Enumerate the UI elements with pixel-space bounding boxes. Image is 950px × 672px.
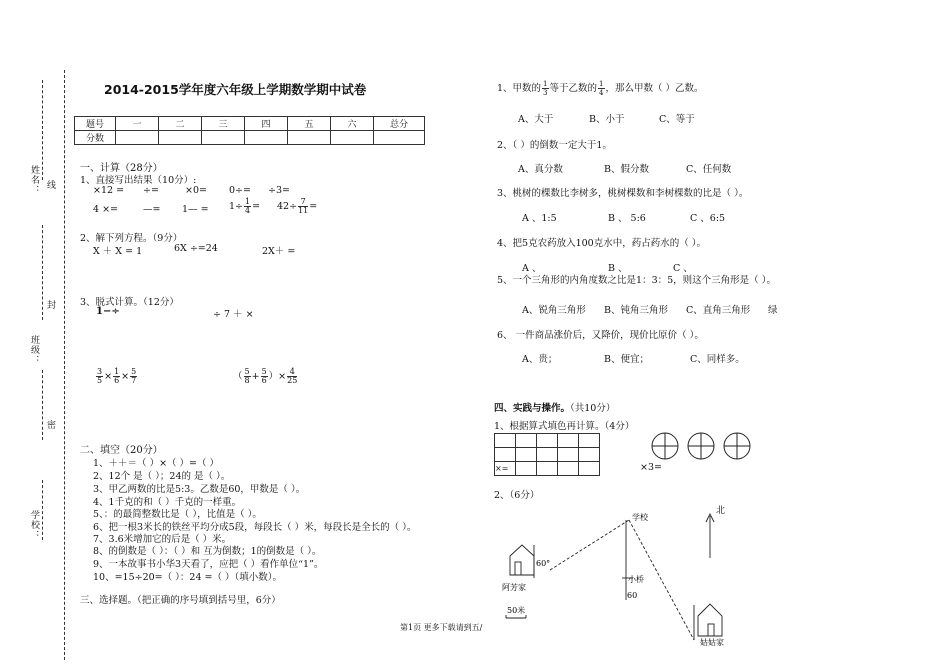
option: C、任何数 [686,164,732,175]
denominator: 4 [599,89,604,97]
denominator: 5 [97,376,103,385]
option: B、钝角三角形 [604,305,668,316]
denominator: 8 [244,376,250,385]
calc-text: 42÷ [277,201,298,212]
numerator: 4 [287,368,297,377]
option: A、大于 [518,114,554,125]
fill-item: 10、=15÷20=（ ）：24 =（ ）（填小数）。 [93,572,283,583]
page-title: 2014-2015学年度六年级上学期数学期中试卷 [104,82,367,97]
choice-q1-text: 等于乙数的 [549,83,598,94]
choice-q4: 4、把5克农药放入100克水中，药占药水的（ ）。 [497,238,706,249]
operator: × [121,371,130,382]
section-4-heading: 四、实践与操作。 [494,403,571,414]
q4-2-heading: 2、（6分） [494,490,540,501]
equation: 2X＋ = [262,246,296,257]
choice-q1-text: ，那么甲数（ ）乙数。 [605,83,704,94]
option: B 、 5:6 [608,213,646,224]
numerator: 7 [298,198,308,207]
grid-cell[interactable] [558,448,579,462]
grid-cell-label: ×= [495,462,516,476]
fraction [244,198,251,215]
grid-cell[interactable] [558,462,579,476]
section-4-title [494,400,615,414]
aunt-house-door [708,624,714,636]
option: A 、 [522,263,542,274]
fraction [130,368,137,385]
grid-row [495,462,600,476]
option: C 、6:5 [690,213,726,224]
divided-circles [650,431,760,463]
option: B、假分数 [604,164,649,175]
fill-item: 7、3.6米增加它的后是（ ）米。 [93,534,232,545]
denominator: 11 [298,206,309,215]
equation: X ＋ X = 1 [93,246,143,257]
option: C 、 [673,263,693,274]
calc-text: 1÷ [229,201,244,212]
option: B 、 [608,263,628,274]
fill-item: 1、＋＋＝（ ）×（ ）=（ ） [93,458,220,469]
score-row-label: 分数 [75,131,116,145]
denominator: 25 [287,376,298,385]
seal-mark-seal: 封 [45,300,55,310]
denominator: 6 [114,376,120,385]
numerator: 5 [244,367,250,376]
numerator: 5 [131,367,137,376]
grid-cell[interactable] [579,434,600,448]
school-label: 学校 [632,513,648,522]
operator: + [251,371,260,382]
route-map [494,500,774,650]
score-header-cell: 一 [116,117,159,131]
option: A 、1:5 [522,213,557,224]
fill-item: 8、的倒数是（ ）：（ ）和 互为倒数；1的倒数是（ ）。 [93,546,322,557]
denominator: 7 [131,376,137,385]
school-label: 学校： [29,510,39,540]
circles-equation: ×3= [640,462,662,473]
q1-2-heading: 2、解下列方程。（9分） [80,233,183,244]
choice-q3: 3、桃树的棵数比李树多，桃树棵数和李树棵数的比是（ ）。 [497,188,749,199]
angle-label-2: 60 [627,591,638,600]
grid-cell[interactable] [558,434,579,448]
score-table-score-row [75,131,425,145]
north-label: 北 [716,506,726,516]
grid-cell[interactable] [516,434,537,448]
fill-item: 2、12个 是（ ）；24的 是（ ）。 [93,471,231,482]
fraction [244,368,251,385]
score-cell[interactable] [245,131,288,145]
binding-dotted-2 [42,225,43,320]
fraction [261,368,268,385]
route-afang-school [550,520,629,570]
choice-q6: 6、 一件商品涨价后，又降价，现价比原价（ ）。 [497,330,704,341]
option: C、直角三角形 [686,305,751,316]
option: A、真分数 [518,164,563,175]
operator: （ [233,371,243,382]
option: C、等于 [659,114,695,125]
grid-cell[interactable] [516,448,537,462]
seal-mark-line: 线 [45,180,55,190]
numerator: 1 [543,80,548,88]
calc-text: = [309,201,318,212]
fraction [598,80,604,97]
numerator: 1 [114,367,120,376]
score-header-cell: 四 [245,117,288,131]
grid-cell[interactable] [537,448,558,462]
section-4-score: （共10分） [570,403,616,414]
choice-q2: 2、（ ）的倒数一定大于1。 [497,140,612,151]
calc-item: ÷= [143,185,159,196]
section-2-title: 二、填空（20分） [80,445,163,456]
fill-item: 9、一本故事书小华3天看了，应把（ ）看作单位“1”。 [93,559,324,570]
expression: 1−÷ [96,306,120,317]
calc-item: ÷3= [268,185,290,196]
aunt-label: 姑姑家 [700,638,724,647]
operator: ）× [268,371,287,382]
choice-q1-text: 1、甲数的 [497,83,542,94]
q1-3-heading: 3、脱式计算。（12分） [80,297,179,308]
option: 绿 [768,305,778,316]
score-table [74,116,425,145]
afang-house [510,545,534,575]
numerator: 3 [97,367,103,376]
fraction [287,368,297,385]
grid-cell[interactable] [579,462,600,476]
grid-cell[interactable] [495,434,516,448]
grid-cell[interactable] [537,462,558,476]
expression-fractions [95,368,138,385]
angle-label-1: 60° [536,559,551,568]
class-label: 班级： [29,335,39,365]
score-header-cell: 三 [202,117,245,131]
afang-house-door [515,562,521,575]
score-table-header-row [75,117,425,131]
score-cell[interactable] [202,131,245,145]
score-header-cell: 二 [159,117,202,131]
score-cell[interactable] [159,131,202,145]
fraction [542,80,548,97]
fill-item: 5、：的最简整数比是（ ），比值是（ ）。 [93,509,262,520]
score-header-cell: 题号 [75,117,116,131]
binding-dotted-3 [42,370,43,440]
score-header-cell: 六 [331,117,374,131]
calc-item: 1— = [182,204,209,215]
score-cell[interactable] [374,131,425,145]
bridge-label: 小桥 [628,575,644,584]
binding-dotted-1 [42,80,43,180]
name-label: 姓名： [29,165,39,195]
calc-item: ×0= [185,185,207,196]
denominator: 3 [543,89,548,97]
q1-1-heading: 1、直接写出结果（10分）: [80,175,197,186]
calc-item: —= [143,204,161,215]
fraction [96,368,103,385]
grid-row [495,434,600,448]
section-1-title: 一、计算（28分） [80,163,163,174]
score-cell[interactable] [116,131,159,145]
numerator: 1 [245,197,251,206]
grid-cell[interactable] [579,448,600,462]
binding-line [64,70,65,660]
fill-item: 4、1千克的和（ ）千克的一样重。 [93,497,242,508]
option: B、便宜； [604,354,649,365]
q4-1-heading: 1、根据算式填色再计算。（4分） [494,421,635,432]
option: B、小于 [589,114,625,125]
score-header-cell: 总分 [374,117,425,131]
score-cell[interactable] [331,131,374,145]
binding-dotted-4 [42,480,43,540]
choice-q5: 5、一个三角形的内角度数之比是1：3：5，则这个三角形是（ ）。 [497,275,776,286]
calc-text: = [252,201,261,212]
operator: × [104,371,113,382]
calc-item-fraction [277,198,317,215]
expression: ÷ 7 ＋ × [213,309,254,320]
grid-cell[interactable] [537,434,558,448]
fraction [298,198,308,215]
denominator: 4 [245,206,251,215]
fill-item: 3、甲乙两数的比是5:3。乙数是60，甲数是（ ）。 [93,484,306,495]
score-header-cell: 五 [288,117,331,131]
calc-item: 0÷= [229,185,251,196]
seal-mark-secret: 密 [45,420,55,430]
numerator: 5 [261,367,267,376]
calc-item: 4 ×= [93,204,118,215]
denominator: 6 [261,376,267,385]
score-cell[interactable] [288,131,331,145]
coloring-grid [494,433,600,476]
option: A、锐角三角形 [522,305,586,316]
section-3-title: 三、选择题。（把正确的序号填到括号里，6分） [80,595,281,606]
equation: 6X ÷=24 [174,243,218,254]
grid-row [495,448,600,462]
calc-item: ×12 = [93,185,125,196]
scale-label: 50米 [507,606,526,615]
page-footer: 第1页 更多下载请到五/ [400,623,483,632]
choice-q1 [497,80,704,97]
calc-item-fraction [229,198,260,215]
grid-cell[interactable] [495,448,516,462]
numerator: 1 [599,80,604,88]
fraction [113,368,120,385]
fill-item: 6、把一根3米长的铁丝平均分成5段，每段长（ ）米，每段长是全长的（ ）。 [93,522,417,533]
grid-cell[interactable] [516,462,537,476]
afang-label: 阿芳家 [502,583,526,592]
option: C、同样多。 [690,354,745,365]
option: A、贵； [522,354,558,365]
aunt-house [698,604,722,636]
expression-fractions [233,368,298,385]
